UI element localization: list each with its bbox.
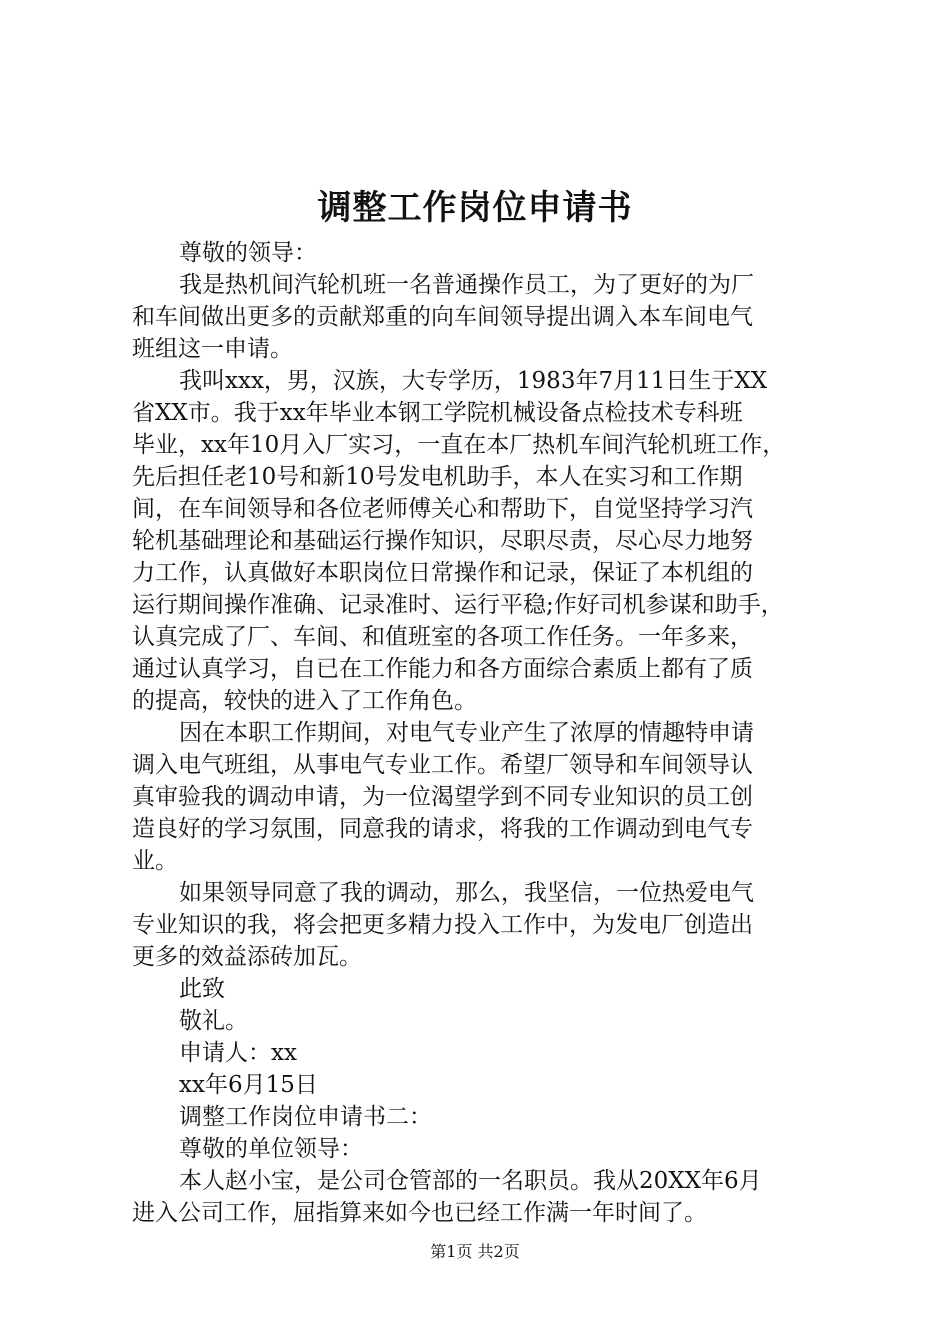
text-line: 此致 xyxy=(179,976,225,1002)
page-footer: 第1页 共2页 xyxy=(430,1242,520,1261)
text-line: 轮机基础理论和基础运行操作知识，尽职尽责，尽心尽力地努 xyxy=(132,528,753,554)
text-line: 更多的效益添砖加瓦。 xyxy=(132,944,362,970)
text-line: 专业知识的我，将会把更多精力投入工作中，为发电厂创造出 xyxy=(132,912,753,938)
text-line: 班组这一申请。 xyxy=(132,336,293,362)
text-line: 通过认真学习，自已在工作能力和各方面综合素质上都有了质 xyxy=(132,656,753,682)
document-body xyxy=(132,237,832,1229)
text-line: xx年6月15日 xyxy=(179,1072,318,1098)
text-line: 敬礼。 xyxy=(179,1008,248,1034)
text-line: 调整工作岗位申请书二： xyxy=(179,1104,432,1130)
text-line: 运行期间操作准确、记录准时、运行平稳;作好司机参谋和助手， xyxy=(132,592,784,618)
text-line: 如果领导同意了我的调动，那么，我坚信，一位热爱电气 xyxy=(179,880,754,906)
text-line: 本人赵小宝，是公司仓管部的一名职员。我从20XX年6月 xyxy=(179,1168,762,1194)
text-line: 的提高，较快的进入了工作角色。 xyxy=(132,688,477,714)
text-line: 真审验我的调动申请，为一位渴望学到不同专业知识的员工创 xyxy=(132,784,753,810)
text-line: 造良好的学习氛围，同意我的请求，将我的工作调动到电气专 xyxy=(132,816,753,842)
text-line: 认真完成了厂、车间、和值班室的各项工作任务。一年多来， xyxy=(132,624,753,650)
text-line: 先后担任老10号和新10号发电机助手，本人在实习和工作期 xyxy=(132,464,743,490)
text-line: 业。 xyxy=(132,848,178,874)
text-line: 进入公司工作，屈指算来如今也已经工作满一年时间了。 xyxy=(132,1200,707,1226)
text-line: 调入电气班组，从事电气专业工作。希望厂领导和车间领导认 xyxy=(132,752,753,778)
document-title: 调整工作岗位申请书 xyxy=(317,188,633,228)
text-line: 间，在车间领导和各位老师傅关心和帮助下，自觉坚持学习汽 xyxy=(132,496,753,522)
text-line: 我叫xxx，男，汉族，大专学历，1983年7月11日生于XX xyxy=(179,368,768,394)
text-line: 申请人：xx xyxy=(179,1040,297,1066)
text-line: 力工作，认真做好本职岗位日常操作和记录，保证了本机组的 xyxy=(132,560,753,586)
text-line: 因在本职工作期间，对电气专业产生了浓厚的情趣特申请 xyxy=(179,720,754,746)
text-line: 我是热机间汽轮机班一名普通操作员工，为了更好的为厂 xyxy=(179,272,754,298)
text-line: 尊敬的领导： xyxy=(179,240,317,266)
text-line: 毕业，xx年10月入厂实习，一直在本厂热机车间汽轮机班工作， xyxy=(132,432,786,458)
text-line: 省XX市。我于xx年毕业本钢工学院机械设备点检技术专科班 xyxy=(132,400,743,426)
text-line: 和车间做出更多的贡献郑重的向车间领导提出调入本车间电气 xyxy=(132,304,753,330)
text-line: 尊敬的单位领导： xyxy=(179,1136,363,1162)
